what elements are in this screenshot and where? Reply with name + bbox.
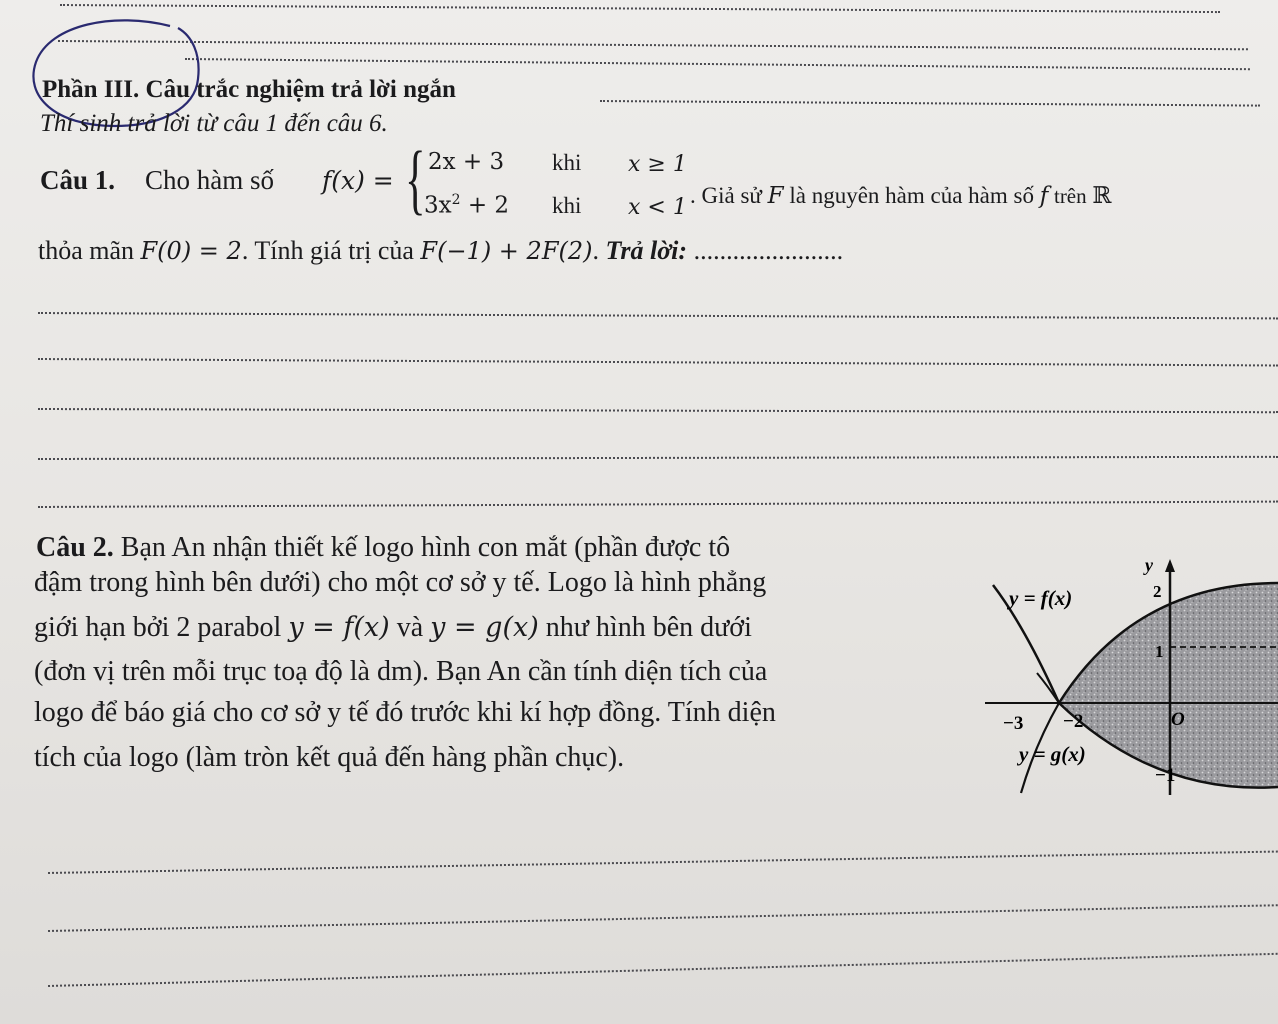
tick-x-neg3: −3 xyxy=(1003,713,1024,734)
q2-line3 xyxy=(34,612,752,644)
q2-line1 xyxy=(36,532,730,564)
q2-line1-text: Bạn An nhận thiết kế logo hình con mắt (phần được tô xyxy=(120,532,731,563)
q1-tren: trên xyxy=(1053,184,1087,208)
q1-answer-blank: ....................... xyxy=(693,236,844,265)
q1-case2-exponent: 2 xyxy=(451,192,461,208)
q2-line4: (đơn vị trên mỗi trục toạ độ là dm). Bạn An cần tính diện tích của xyxy=(34,656,768,687)
q1-text-after-cases xyxy=(690,183,1112,209)
q2-va: và xyxy=(396,612,424,643)
q2-yg: y = g(x) xyxy=(430,612,539,643)
q1-case2-base: 3x xyxy=(424,192,452,219)
q1-f: f xyxy=(1039,183,1049,209)
q1-line2-b: . Tính giá trị của xyxy=(241,236,414,265)
q2-line2: đậm trong hình bên dưới) cho một cơ sở y tế. Logo là hình phẳng xyxy=(34,567,767,598)
logo-shaded-region xyxy=(1059,583,1278,788)
q1-case2-khi: khi xyxy=(552,193,582,218)
y-axis-arrow-icon xyxy=(1165,559,1175,572)
q2-line6: tích của logo (làm tròn kết quả đến hàng phần chục). xyxy=(34,742,625,773)
q1-line2-a: thỏa mãn xyxy=(38,236,135,265)
y-axis-label: y xyxy=(1145,555,1153,575)
q1-label: Câu 1. xyxy=(40,165,116,195)
label-f: y = f(x) xyxy=(1009,586,1073,610)
q1-case2-expression xyxy=(424,192,509,219)
q2-line3-a: giới hạn bởi 2 parabol xyxy=(34,612,282,643)
q1-case2-rest: + 2 xyxy=(467,192,510,219)
q2-line3-b: như hình bên dưới xyxy=(545,612,752,643)
q1-line2 xyxy=(38,236,843,266)
q1-line2-c: . xyxy=(592,236,599,265)
q1-mid: là nguyên hàm của hàm số xyxy=(789,183,1034,208)
part-instruction: Thí sinh trả lời từ câu 1 đến câu 6. xyxy=(40,110,388,137)
q2-line5: logo để báo giá cho cơ sở y tế đó trước khi kí hợp đồng. Tính diện xyxy=(34,697,776,728)
label-g: y = g(x) xyxy=(1019,742,1086,766)
origin-label: O xyxy=(1171,709,1185,730)
q1-after: . Giả sử xyxy=(690,183,762,208)
piecewise-brace: { xyxy=(405,135,426,222)
q2-yf: y = f(x) xyxy=(288,612,390,643)
q1-case1-condition: x ≥ 1 xyxy=(628,152,687,177)
q1-answer-label: Trả lời: xyxy=(605,236,688,265)
q2-label: Câu 2. xyxy=(36,532,114,563)
tick-x-neg2: −2 xyxy=(1063,711,1084,732)
q1-R: ℝ xyxy=(1092,183,1112,208)
q1-case1-khi: khi xyxy=(552,150,582,175)
tick-y-2: 2 xyxy=(1153,582,1162,601)
q1-case2-condition: x < 1 xyxy=(628,195,687,220)
q1-intro: Cho hàm số xyxy=(145,165,275,195)
tick-y-1: 1 xyxy=(1155,642,1164,661)
q1-function-name: f(x) = xyxy=(322,166,394,195)
q1-case1-expression: 2x + 3 xyxy=(428,149,505,175)
q1-F: F xyxy=(767,183,784,209)
q1-expression: F(−1) + 2F(2) xyxy=(420,237,593,265)
part-title: Phần III. Câu trắc nghiệm trả lời ngắn xyxy=(42,76,456,103)
q1-condition: F(0) = 2 xyxy=(140,237,242,265)
logo-graph xyxy=(985,555,1278,795)
tick-y-neg1: −1 xyxy=(1155,765,1176,786)
